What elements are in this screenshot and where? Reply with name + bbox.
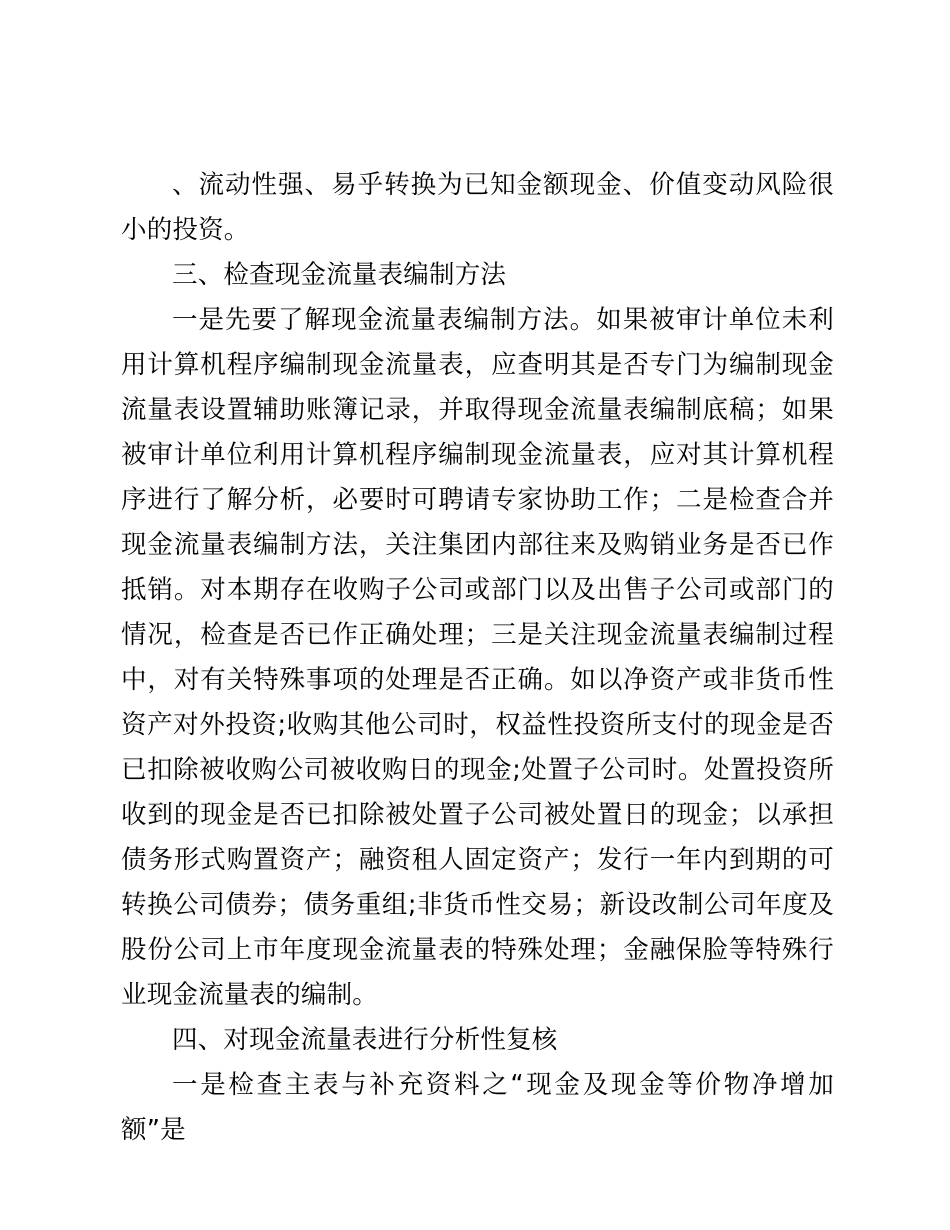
paragraph-section-three-body: 一是先要了解现金流量表编制方法。如果被审计单位未利用计算机程序编制现金流量表，应查明其是否专门为编制现金流量表设置辅助账簿记录，并取得现金流量表编制底稿；如果被审计单位利用计算机程序编制现金流量表，应对其计算机程序进行了解分析，必要时可聘请专家协助工作；二是检查合并现金流量表编制方法，关注集团内部往来及购销业务是否已作抵销。对本期存在收购子公司或部门以及出售子公司或部门的情况，检查是否已作正确处理；三是关注现金流量表编制过程中，对有关特殊事项的处理是否正确。如以净资产或非货币性资产对外投资;收购其他公司时，权益性投资所支付的现金是否已扣除被收购公司被收购日的现金;处置子公司时。处置投资所收到的现金是否已扣除被处置子公司被处置日的现金；以承担债务形式购置资产；融资租人固定资产；发行一年内到期的可转换公司债券；债务重组;非货币性交易；新设改制公司年度及股份公司上市年度现金流量表的特殊处理；金融保脸等特殊行业现金流量表的编制。	[121, 305, 834, 1010]
paragraph-continuation-liquidity: 、流动性强、易乎转换为已知金额现金、价值变动风险很小的投资。	[121, 170, 834, 245]
document-text-block	[121, 163, 834, 1153]
heading-section-four: 四、对现金流量表进行分析性复核	[172, 1025, 558, 1055]
paragraph-section-four-body: 一是检查主表与补充资料之“现金及现金等价物净增加额”是	[121, 1070, 834, 1145]
heading-section-three: 三、检查现金流量表编制方法	[172, 260, 507, 290]
